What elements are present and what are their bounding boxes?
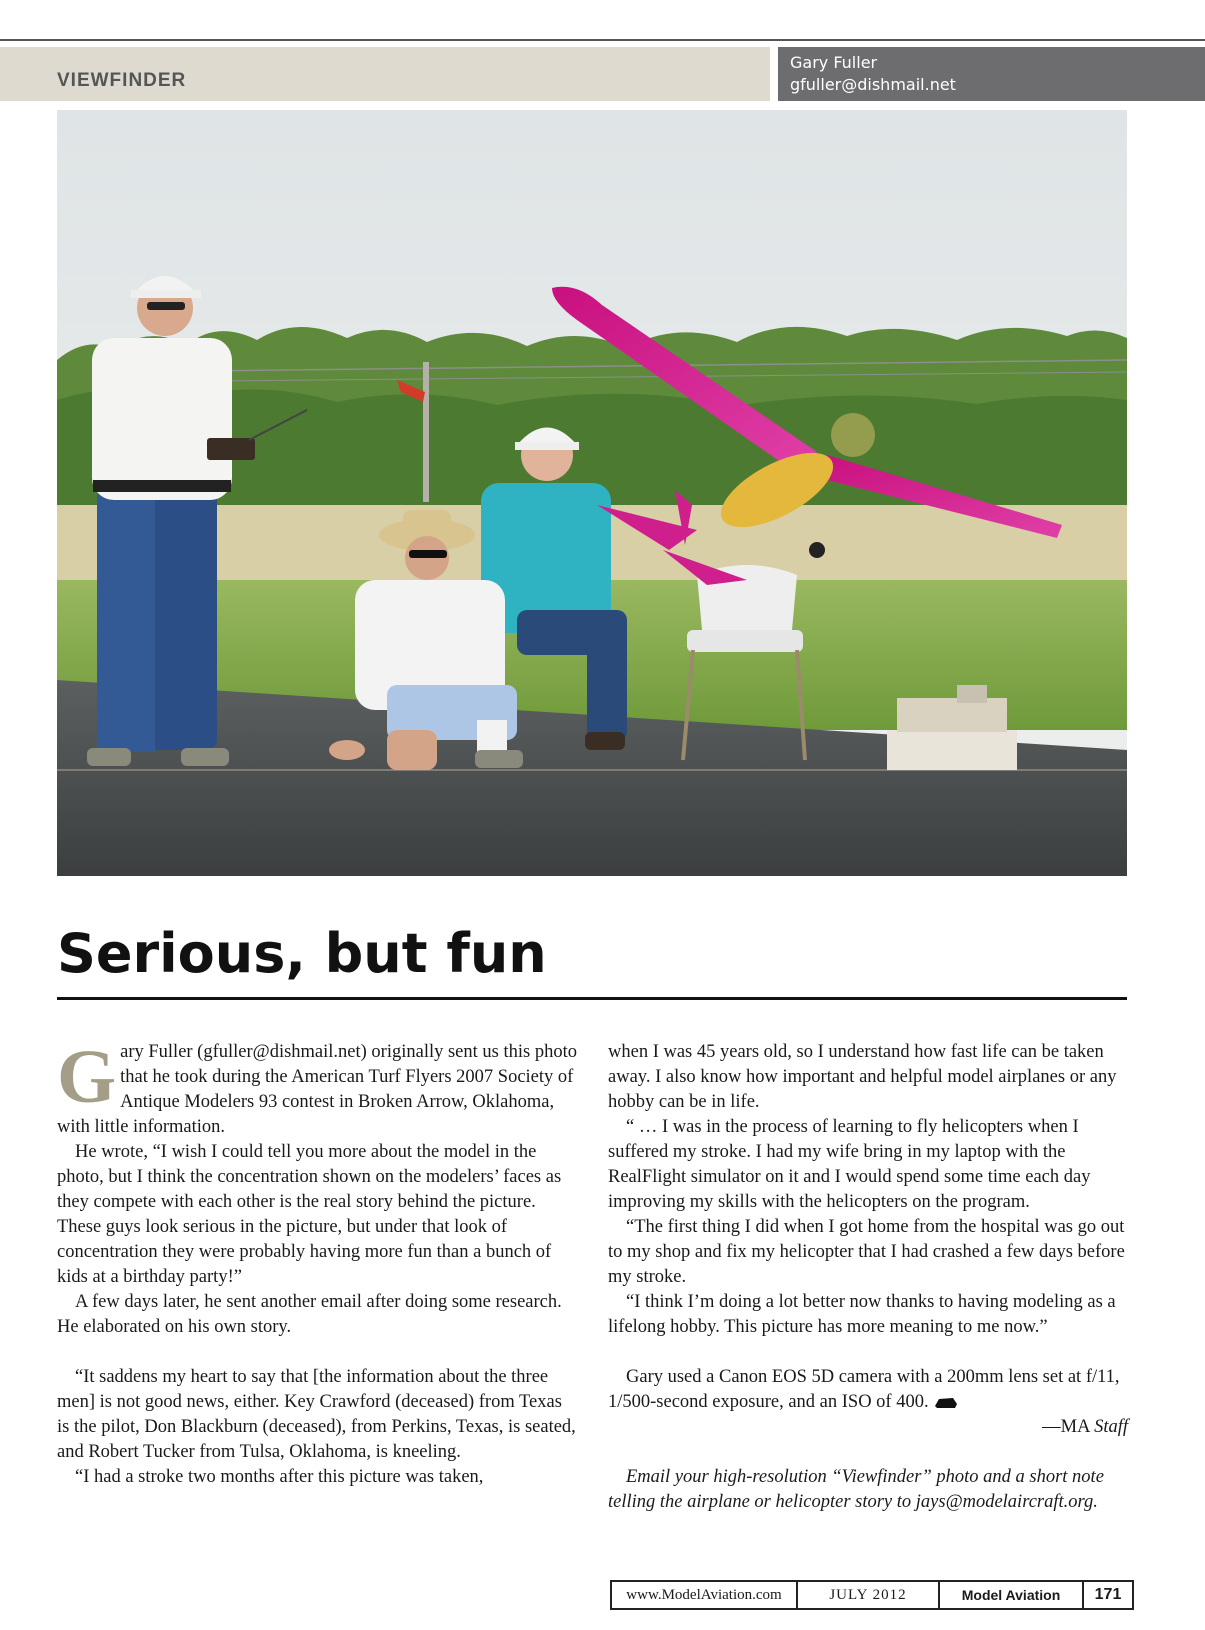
paragraph: “The first thing I did when I got home from the hospital was go out to my shop and fix my helicopter that I had crashed a few days before my stroke. bbox=[608, 1217, 1125, 1287]
submission-note: Email your high-resolution “Viewfinder” photo and a short note telling the airplane or helicopter story to jays@modelaircraft.org. bbox=[608, 1467, 1104, 1512]
camera-note: Gary used a Canon EOS 5D camera with a 200mm lens set at f/11, 1/500-second exposure, and an ISO of 400. bbox=[608, 1367, 1120, 1412]
headline-rule bbox=[57, 997, 1127, 1000]
paragraph: “I had a stroke two months after this picture was taken, bbox=[75, 1467, 484, 1487]
drop-cap: G bbox=[57, 1035, 117, 1119]
top-rule bbox=[0, 39, 1205, 41]
article-headline: Serious, but fun bbox=[57, 922, 547, 985]
author-email[interactable]: gfuller@dishmail.net bbox=[790, 75, 956, 94]
paragraph: when I was 45 years old, so I understand how fast life can be taken away. I also know how important and helpful model airplanes or any hobby can be in life. bbox=[608, 1042, 1117, 1112]
paragraph: Gary Fuller (gfuller@dishmail.net) originally sent us this photo that he took during the American Turf Flyers 2007 Society of Antique Modelers 93 contest in Broken Arrow, Oklahoma, with little information. bbox=[57, 1035, 577, 1137]
end-mark-icon bbox=[933, 1396, 959, 1410]
paragraph: “ … I was in the process of learning to fly helicopters when I suffered my stroke. I had my wife bring in my laptop with the RealFlight simulator on it and I would spend some time each day improving my skills with the helicopters on the program. bbox=[608, 1117, 1091, 1212]
section-label: VIEWFINDER bbox=[57, 70, 187, 91]
byline-box bbox=[778, 47, 1205, 101]
footer-website[interactable]: www.ModelAviation.com bbox=[612, 1582, 798, 1608]
signature: —MA Staff bbox=[1042, 1417, 1128, 1437]
footer-issue: JULY 2012 bbox=[798, 1582, 940, 1608]
feature-photo bbox=[57, 110, 1127, 876]
paragraph: A few days later, he sent another email after doing some research. He elaborated on his own story. bbox=[57, 1292, 562, 1337]
paragraph: He wrote, “I wish I could tell you more about the model in the photo, but I think the concentration shown on the modelers’ faces as they compete with each other is the real story behind the picture. These guys look serious in the picture, but under that look of concentration they were probably having more fun than a bunch of kids at a birthday party!” bbox=[57, 1142, 562, 1287]
body-column-1 bbox=[57, 1035, 577, 1490]
body-column-2 bbox=[608, 1040, 1128, 1515]
author-name: Gary Fuller bbox=[790, 53, 878, 72]
paragraph: “I think I’m doing a lot better now thanks to having modeling as a lifelong hobby. This picture has more meaning to me now.” bbox=[608, 1292, 1116, 1337]
page-footer bbox=[610, 1580, 1134, 1610]
footer-magazine: Model Aviation bbox=[940, 1582, 1084, 1608]
paragraph: “It saddens my heart to say that [the information about the three men] is not good news, either. Key Crawford (deceased) from Texas is the pilot, Don Blackburn (deceased), from Perkins, Texas, is seated, and Robert Tucker from Tulsa, Oklahoma, is kneeling. bbox=[57, 1367, 576, 1462]
page-number: 171 bbox=[1094, 1586, 1122, 1603]
